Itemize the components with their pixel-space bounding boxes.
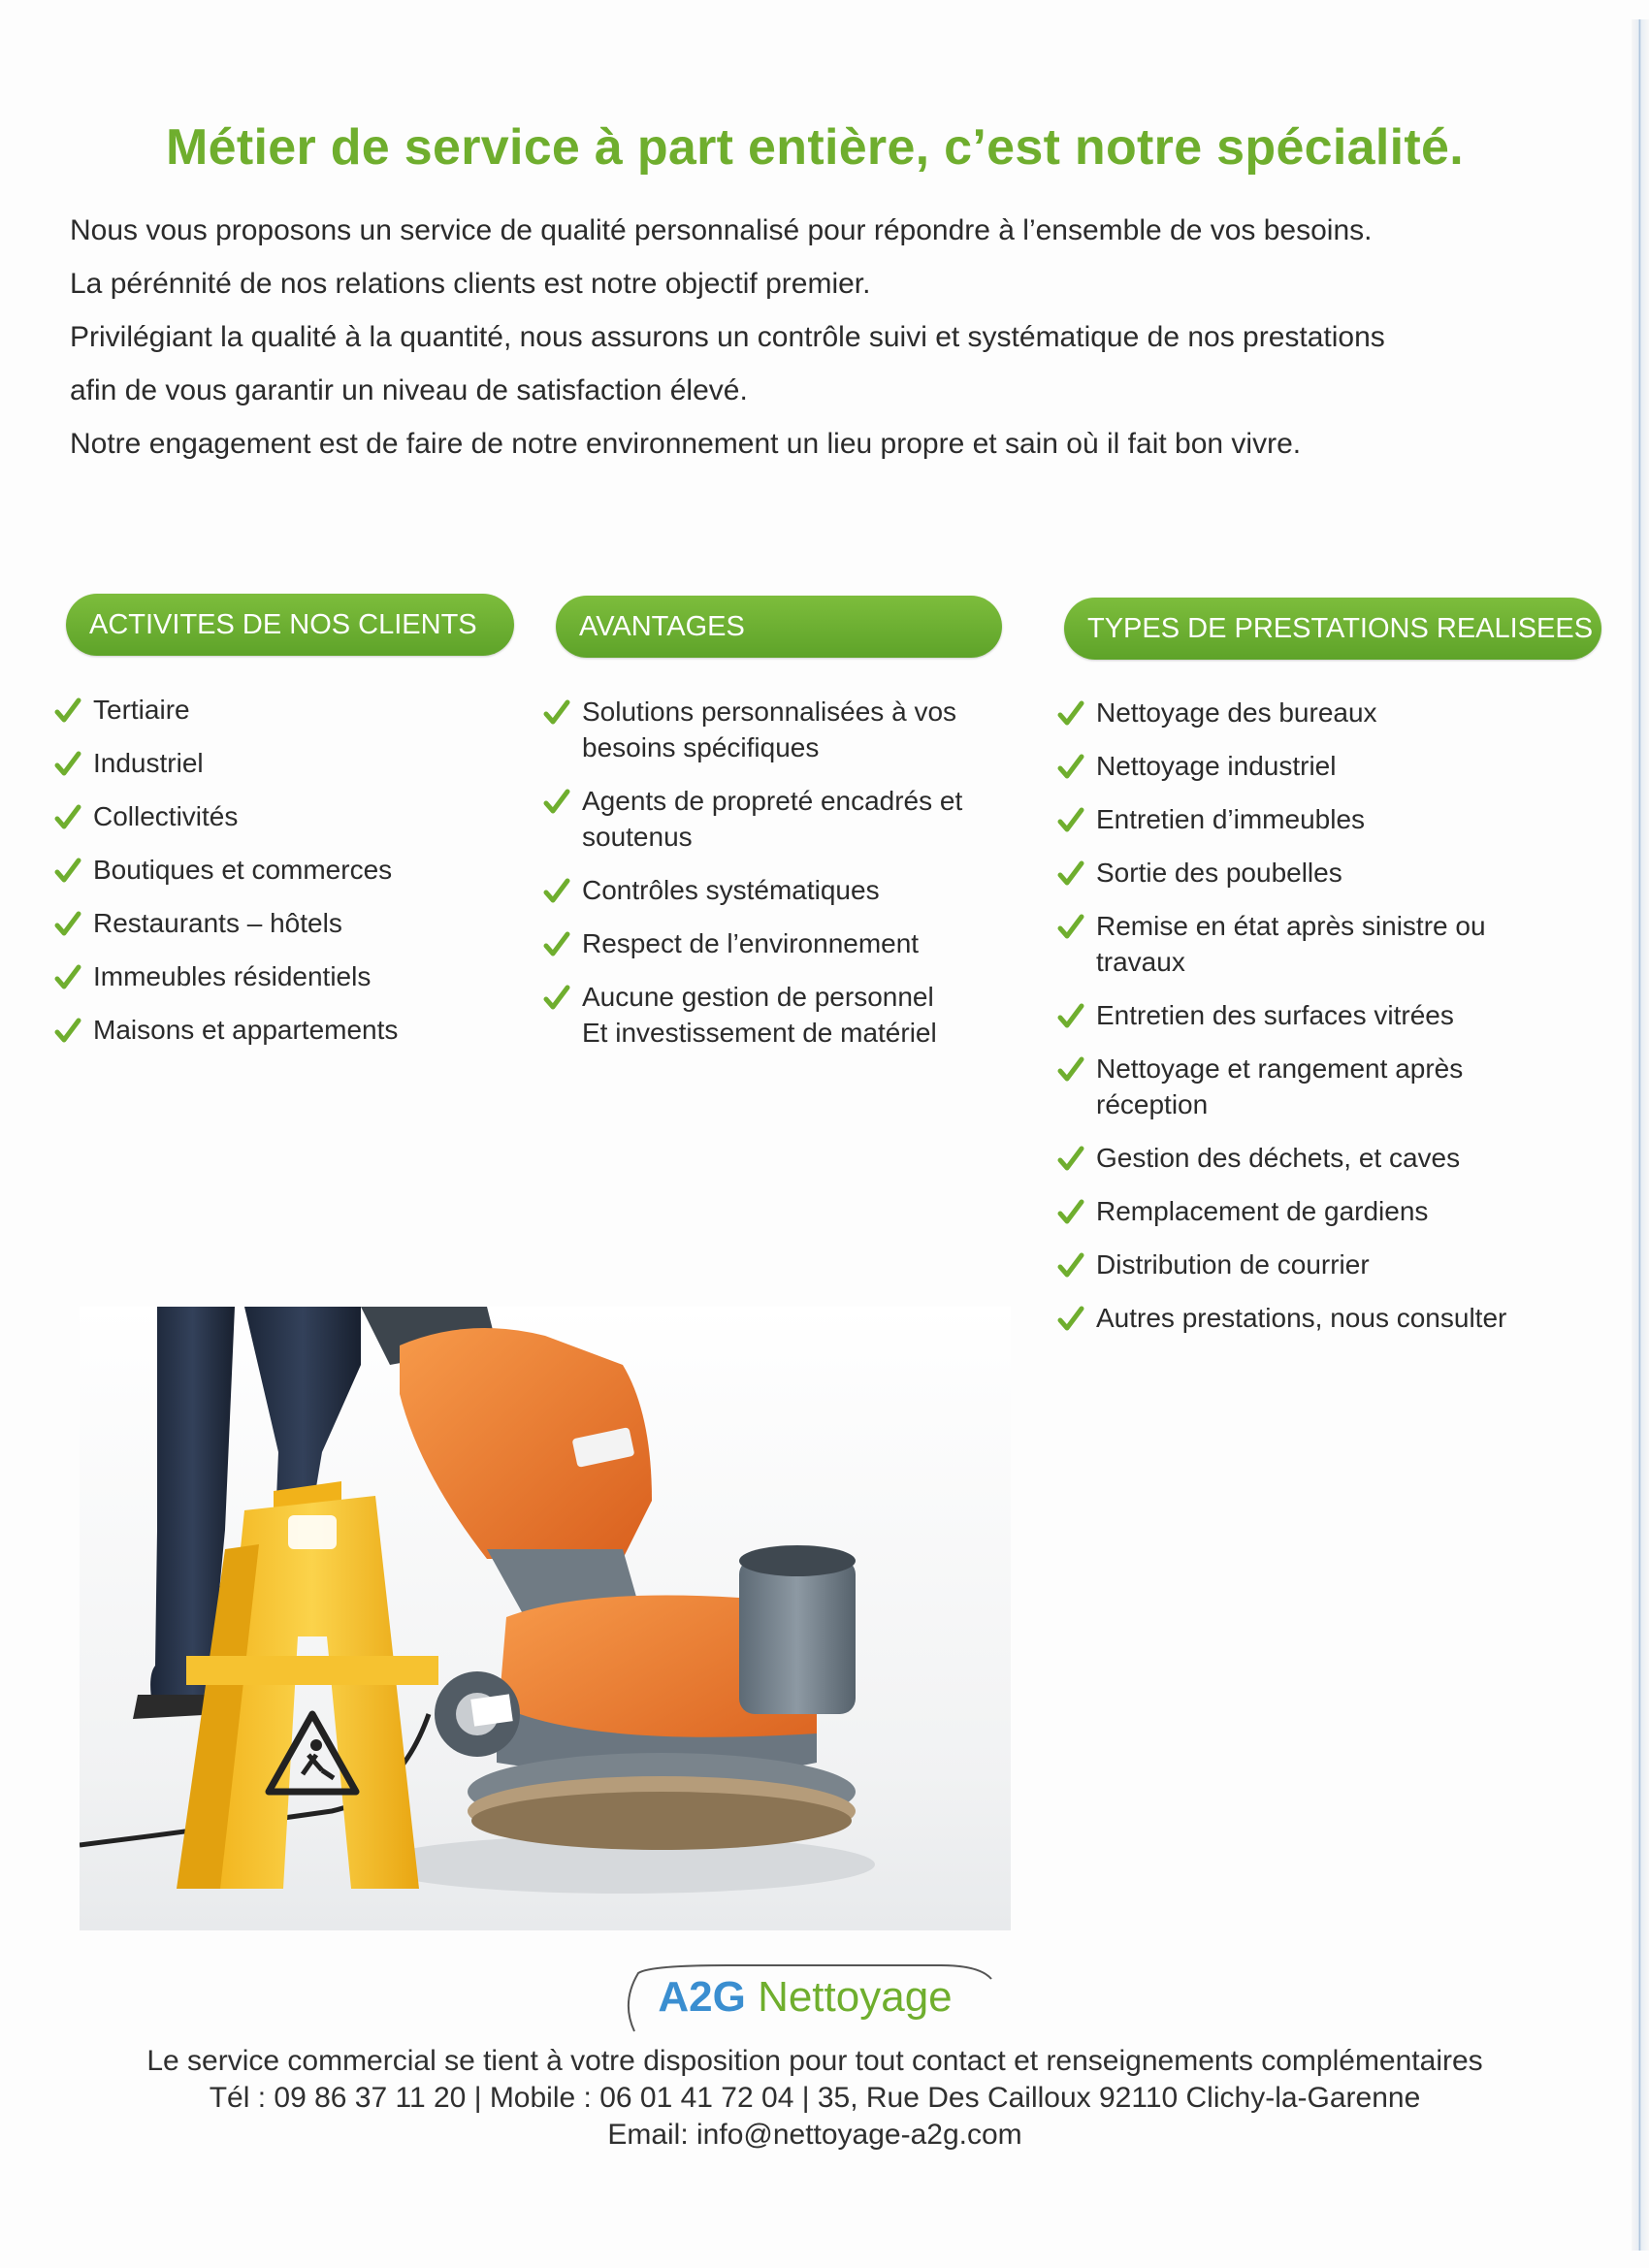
check-icon	[543, 876, 570, 905]
list-item	[543, 979, 1048, 1051]
check-icon	[1057, 1197, 1084, 1226]
check-icon	[1057, 1304, 1084, 1333]
list-item	[1057, 801, 1600, 837]
list-item	[543, 783, 1048, 855]
list-item	[543, 694, 1048, 765]
check-icon	[1057, 698, 1084, 728]
check-icon	[54, 909, 81, 938]
list-item-text: soutenus	[582, 822, 693, 852]
avantages-list	[543, 694, 1048, 1068]
check-icon	[1057, 1001, 1084, 1030]
list-item	[1057, 1247, 1600, 1282]
list-item-text: Solutions personnalisées à vos	[582, 697, 957, 727]
contact-footer	[0, 2043, 1630, 2154]
list-item-text: Maisons et appartements	[93, 1015, 399, 1045]
check-icon	[54, 696, 81, 725]
section-header-avantages: AVANTAGES	[556, 596, 1002, 658]
list-item	[54, 745, 501, 781]
check-icon	[543, 697, 570, 727]
check-icon	[54, 1016, 81, 1045]
list-item-text: Remise en état après sinistre ou	[1096, 911, 1486, 941]
list-item-text: Tertiaire	[93, 695, 190, 725]
list-item-text: Nettoyage des bureaux	[1096, 697, 1377, 728]
check-icon	[1057, 752, 1084, 781]
activites-list	[54, 692, 501, 1065]
list-item	[1057, 1300, 1600, 1336]
list-item	[543, 925, 1048, 961]
footer-line: Le service commercial se tient à votre disposition pour tout contact et renseignements complémentaires	[146, 2045, 1483, 2077]
page-edge	[1632, 19, 1649, 2251]
check-icon	[54, 856, 81, 885]
page-headline: Métier de service à part entière, c’est notre spécialité.	[166, 119, 1464, 176]
list-item-text: Entretien des surfaces vitrées	[1096, 1000, 1454, 1030]
check-icon	[1057, 1144, 1084, 1173]
brand-name-part2: Nettoyage	[758, 1973, 953, 2021]
list-item-text: Remplacement de gardiens	[1096, 1196, 1429, 1226]
list-item	[1057, 1193, 1600, 1229]
list-item	[1057, 1051, 1600, 1122]
list-item-text: Contrôles systématiques	[582, 875, 880, 905]
check-icon	[543, 929, 570, 958]
brand-name	[611, 1973, 999, 2022]
floor-cleaning-illustration	[80, 1307, 1011, 1930]
list-item-text: Agents de propreté encadrés et	[582, 786, 963, 816]
brand-logo	[611, 1963, 999, 2033]
check-icon	[54, 749, 81, 778]
list-item-text: Autres prestations, nous consulter	[1096, 1303, 1507, 1333]
section-header-activites: ACTIVITES DE NOS CLIENTS	[66, 594, 514, 656]
list-item-text: travaux	[1096, 947, 1185, 977]
list-item-text: Gestion des déchets, et caves	[1096, 1143, 1461, 1173]
intro-paragraph	[70, 204, 1564, 470]
check-icon	[1057, 859, 1084, 888]
list-item-text: Nettoyage industriel	[1096, 751, 1337, 781]
intro-line: La pérénnité de nos relations clients est notre objectif premier.	[70, 268, 871, 300]
footer-email-line: Email: info@nettoyage-a2g.com	[607, 2119, 1022, 2151]
list-item-text: Industriel	[93, 748, 204, 778]
list-item-text: réception	[1096, 1089, 1209, 1119]
list-item	[54, 958, 501, 994]
list-item	[1057, 1140, 1600, 1176]
check-icon	[543, 983, 570, 1012]
list-item-text: Immeubles résidentiels	[93, 961, 372, 991]
check-icon	[1057, 912, 1084, 941]
check-icon	[54, 962, 81, 991]
list-item	[1057, 855, 1600, 891]
check-icon	[543, 787, 570, 816]
list-item-text: Et investissement de matériel	[582, 1018, 937, 1048]
list-item	[543, 872, 1048, 908]
brand-name-part1: A2G	[658, 1973, 746, 2021]
list-item	[1057, 997, 1600, 1033]
check-icon	[1057, 1054, 1084, 1084]
list-item-text: Sortie des poubelles	[1096, 858, 1342, 888]
intro-line: Notre engagement est de faire de notre environnement un lieu propre et sain où il fait bon vivre.	[70, 428, 1302, 460]
list-item	[54, 905, 501, 941]
list-item-text: Distribution de courrier	[1096, 1249, 1370, 1280]
list-item	[54, 852, 501, 888]
check-icon	[1057, 805, 1084, 834]
footer-contact-line: Tél : 09 86 37 11 20 | Mobile : 06 01 41 72 04 | 35, Rue Des Cailloux 92110 Clichy-la-Garenne	[209, 2082, 1421, 2114]
prestations-list	[1057, 695, 1600, 1353]
list-item-text: besoins spécifiques	[582, 732, 820, 762]
list-item-text: Boutiques et commerces	[93, 855, 393, 885]
check-icon	[54, 802, 81, 831]
list-item-text: Collectivités	[93, 801, 239, 831]
intro-line: Nous vous proposons un service de qualité personnalisé pour répondre à l’ensemble de vos besoins.	[70, 214, 1373, 246]
intro-line: afin de vous garantir un niveau de satisfaction élevé.	[70, 374, 748, 406]
list-item	[54, 692, 501, 728]
list-item	[1057, 908, 1600, 980]
list-item-text: Aucune gestion de personnel	[582, 982, 934, 1012]
check-icon	[1057, 1250, 1084, 1280]
list-item	[54, 798, 501, 834]
intro-line: Privilégiant la qualité à la quantité, nous assurons un contrôle suivi et systématique de nos prestations	[70, 321, 1385, 353]
list-item	[1057, 695, 1600, 730]
list-item-text: Respect de l’environnement	[582, 928, 920, 958]
floor-cleaning-photo	[80, 1307, 1011, 1930]
list-item-text: Nettoyage et rangement après	[1096, 1053, 1464, 1084]
list-item	[54, 1012, 501, 1048]
list-item-text: Entretien d’immeubles	[1096, 804, 1366, 834]
list-item	[1057, 748, 1600, 784]
list-item-text: Restaurants – hôtels	[93, 908, 342, 938]
section-header-prestations: TYPES DE PRESTATIONS REALISEES	[1064, 598, 1601, 660]
